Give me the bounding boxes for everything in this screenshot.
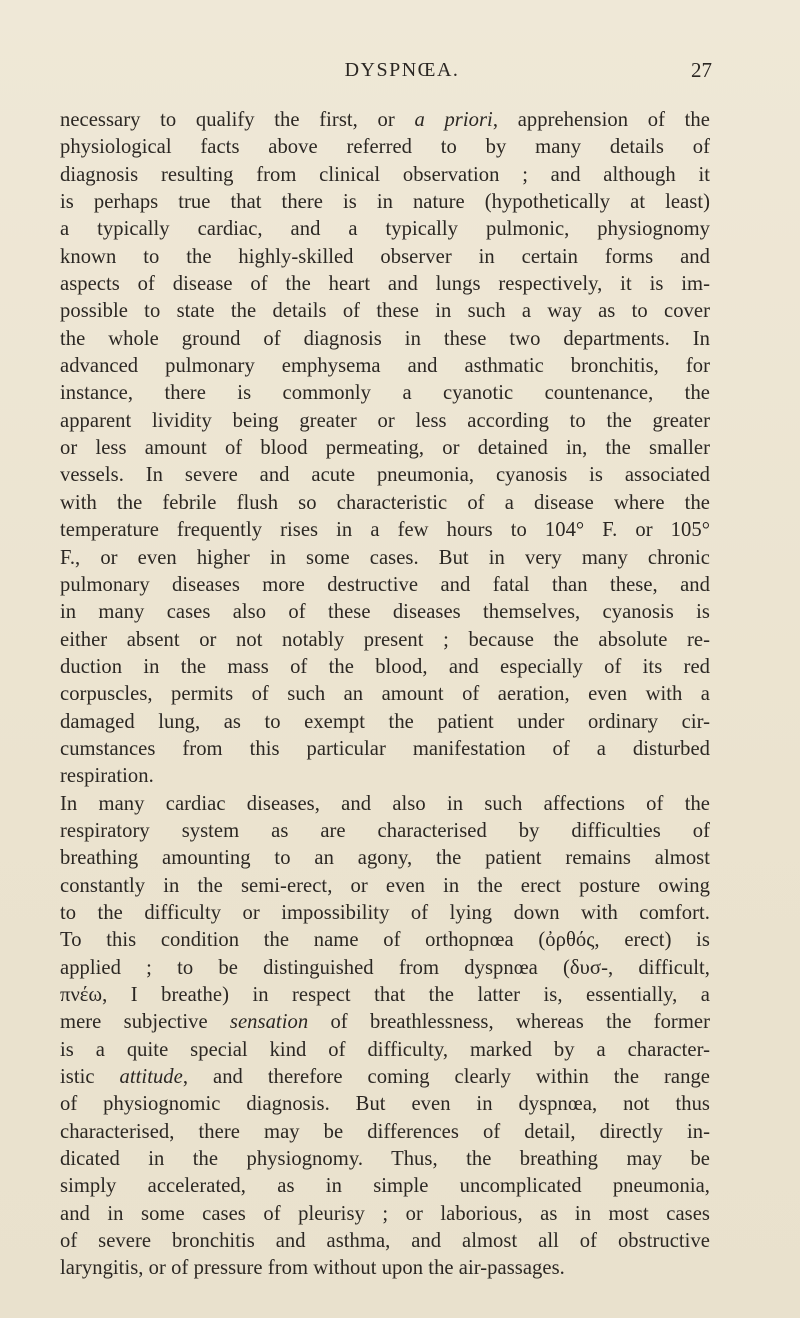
text-line: cumstances from this particular manifestation of a disturbed	[60, 737, 710, 760]
text-line: the whole ground of diagnosis in these two departments. In	[60, 327, 710, 350]
body-text	[60, 107, 710, 1283]
running-head	[92, 56, 712, 86]
text-line: of severe bronchitis and asthma, and almost all of obstructive	[60, 1230, 710, 1253]
text-line: πνέω, I breathe) in respect that the latter is, essentially, a	[60, 984, 710, 1006]
text-line: F., or even higher in some cases. But in very many chronic	[60, 546, 710, 569]
text-line: pulmonary diseases more destructive and fatal than these, and	[60, 573, 710, 596]
text-line: characterised, there may be differences of detail, directly in-	[60, 1120, 710, 1143]
text-line: corpuscles, permits of such an amount of aeration, even with a	[60, 683, 710, 706]
text-line: aspects of disease of the heart and lungs respectively, it is im-	[60, 273, 710, 296]
text-line: In many cardiac diseases, and also in such affections of the	[60, 792, 710, 815]
text-line: respiratory system as are characterised by difficulties of	[60, 819, 710, 842]
text-line: or less amount of blood permeating, or detained in, the smaller	[60, 437, 710, 460]
text-line: of physiognomic diagnosis. But even in dyspnœa, not thus	[60, 1093, 710, 1116]
text-line: simply accelerated, as in simple uncomplicated pneumonia,	[60, 1175, 710, 1198]
text-line: physiological facts above referred to by many details of	[60, 136, 710, 159]
text-line: damaged lung, as to exempt the patient under ordinary cir-	[60, 710, 710, 733]
page-number: 27	[691, 58, 712, 82]
text-line: To this condition the name of orthopnœa (ὀρθός, erect) is	[60, 929, 710, 952]
italic-term: attitude	[119, 1066, 183, 1089]
text-line: laryngitis, or of pressure from without upon the air-passages.	[60, 1257, 565, 1280]
text-line: temperature frequently rises in a few hours to 104° F. or 105°	[60, 519, 710, 542]
text-line: is a quite special kind of difficulty, marked by a character-	[60, 1038, 710, 1061]
running-title: DYSPNŒA.	[344, 59, 460, 81]
text-line: mere subjective sensation of breathlessness, whereas the former	[60, 1011, 710, 1034]
italic-term: a priori	[414, 109, 493, 131]
text-line: is perhaps true that there is in nature (hypothetically at least)	[60, 191, 710, 214]
text-line: in many cases also of these diseases themselves, cyanosis is	[60, 601, 710, 624]
text-line: constantly in the semi-erect, or even in the erect posture owing	[60, 874, 710, 897]
text-line: necessary to qualify the first, or a priori, apprehension of the	[60, 109, 710, 131]
text-line: with the febrile flush so characteristic of a disease where the	[60, 491, 710, 514]
text-line: vessels. In severe and acute pneumonia, cyanosis is associated	[60, 464, 710, 487]
text-line: to the difficulty or impossibility of lying down with comfort.	[60, 901, 710, 924]
text-line: diagnosis resulting from clinical observation ; and although it	[60, 163, 710, 186]
text-line: either absent or not notably present ; because the absolute re-	[60, 628, 710, 651]
text-line: and in some cases of pleurisy ; or laborious, as in most cases	[60, 1202, 710, 1225]
text-line: istic attitude, and therefore coming clearly within the range	[60, 1066, 710, 1089]
text-line: possible to state the details of these in such a way as to cover	[60, 300, 710, 323]
text-line: respiration.	[60, 765, 154, 788]
text-line: dicated in the physiognomy. Thus, the breathing may be	[60, 1148, 710, 1171]
text-line: breathing amounting to an agony, the patient remains almost	[60, 847, 710, 870]
text-line: applied ; to be distinguished from dyspnœa (δυσ-, difficult,	[60, 956, 710, 979]
text-line: duction in the mass of the blood, and especially of its red	[60, 655, 710, 678]
italic-term: sensation	[229, 1011, 309, 1034]
text-line: known to the highly-skilled observer in certain forms and	[60, 245, 710, 268]
text-line: advanced pulmonary emphysema and asthmatic bronchitis, for	[60, 355, 710, 378]
text-line: a typically cardiac, and a typically pulmonic, physiognomy	[60, 218, 710, 241]
text-line: apparent lividity being greater or less according to the greater	[60, 409, 710, 432]
text-line: instance, there is commonly a cyanotic countenance, the	[60, 382, 710, 405]
